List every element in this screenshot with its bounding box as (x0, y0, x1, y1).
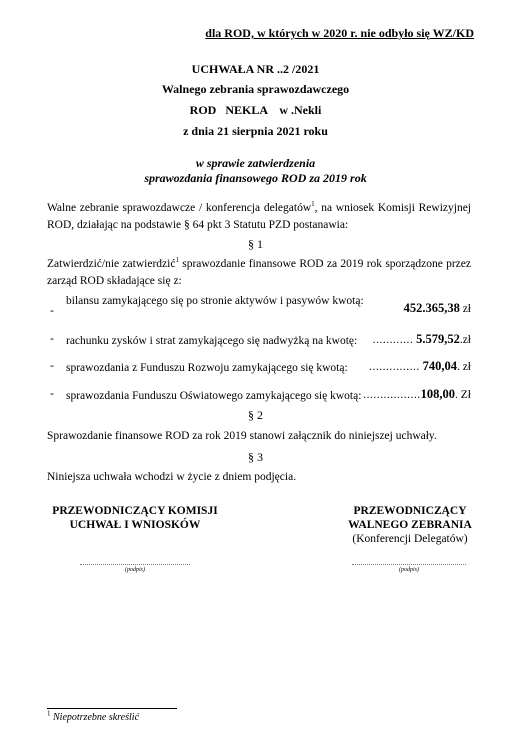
header-note: dla ROD, w których w 2020 r. nie odbyło się WZ/KD (205, 26, 474, 40)
item-1-value: 452.365,38 (403, 301, 460, 315)
footnote-ref: 1 (311, 200, 315, 209)
item-4-label: sprawozdania Funduszu Oświatowego zamykającego się kwotą: (66, 390, 362, 402)
item-1-amount (404, 301, 471, 316)
section-1-heading: § 1 (248, 237, 263, 251)
item-1-dash: - (50, 305, 54, 317)
signature-left-caption: (podpis) (125, 567, 145, 573)
section-1-text-b: sprawozdanie finansowe ROD za 2019 rok sporządzone przez zarząd ROD składające się z: (47, 258, 471, 287)
item-1-label: bilansu zamykającego się po stronie aktywów i pasywów kwotą: (66, 295, 364, 307)
item-3-amount (369, 359, 471, 374)
signature-right-line (352, 564, 466, 565)
section-2-heading: § 2 (248, 408, 263, 422)
section-3-heading: § 3 (248, 450, 263, 464)
item-4-value: 108,00 (420, 387, 456, 401)
item-4-dash: - (50, 388, 54, 400)
item-3-value: 740,04 (422, 359, 457, 373)
intro-paragraph (47, 200, 471, 234)
intro-part-1: Walne zebranie sprawozdawcze / konferencja delegatów (47, 202, 312, 214)
item-2-unit: .zł (459, 334, 471, 346)
subject-line-1: w sprawie zatwierdzenia (195, 156, 316, 170)
signature-right-line-2: WALNEGO ZEBRANIA (348, 519, 472, 531)
section-3-text: Niniejsza uchwała wchodzi w życie z dniem podjęcia. (47, 471, 297, 483)
footnote (47, 709, 140, 723)
item-3-dash: - (50, 360, 54, 372)
signature-left-line-1: PRZEWODNICZĄCY KOMISJI (52, 505, 218, 517)
signature-right-line-1: PRZEWODNICZĄCY (353, 505, 467, 517)
item-4-leader: ................. (363, 389, 421, 401)
footnote-ref-2: 1 (175, 256, 179, 265)
signature-right-caption: (podpis) (399, 567, 419, 573)
item-2-label: rachunku zysków i strat zamykającego się nadwyżką na kwotę: (66, 335, 358, 347)
item-2-value: 5.579,52 (416, 332, 460, 346)
item-3-unit: . zł (456, 361, 471, 373)
item-2-dash: - (50, 333, 54, 345)
item-2-leader: ............ (372, 334, 414, 346)
item-3-leader: ............... (369, 361, 420, 373)
item-1-unit: zł (459, 303, 471, 315)
signature-right-line-3: (Konferencji Delegatów) (352, 533, 468, 545)
subject-line-2: sprawozdania finansowego ROD za 2019 rok (144, 171, 367, 185)
item-4-amount (363, 387, 471, 402)
footnote-marker: 1 (47, 709, 51, 718)
resolution-date: z dnia 21 sierpnia 2021 roku (183, 124, 328, 138)
section-2-text: Sprawozdanie finansowe ROD za rok 2019 stanowi załącznik do niniejszej uchwały. (47, 430, 437, 442)
garden-name: ROD NEKLA w .Nekli (189, 103, 322, 117)
signature-right-heading (320, 504, 500, 546)
intro-part-2: , na wniosek Komisji Rewizyjnej ROD, działając na podstawie § 64 pkt 3 Statutu PZD postanawia: (47, 202, 472, 231)
signature-left-heading (40, 504, 230, 532)
section-1-text (47, 256, 471, 290)
footnote-separator (47, 708, 177, 709)
signature-left-line-2: UCHWAŁ I WNIOSKÓW (69, 519, 201, 531)
meeting-type: Walnego zebrania sprawozdawczego (161, 82, 350, 96)
item-2-amount (373, 332, 471, 347)
resolution-number: UCHWAŁA NR ..2 /2021 (191, 62, 320, 76)
item-4-unit: . Zł (455, 389, 471, 401)
section-1-text-a: Zatwierdzić/nie zatwierdzić (47, 258, 176, 270)
footnote-text: Niepotrzebne skreślić (50, 712, 140, 723)
item-3-label: sprawozdania z Funduszu Rozwoju zamykającego się kwotą: (66, 362, 348, 374)
signature-left-line (80, 564, 190, 565)
